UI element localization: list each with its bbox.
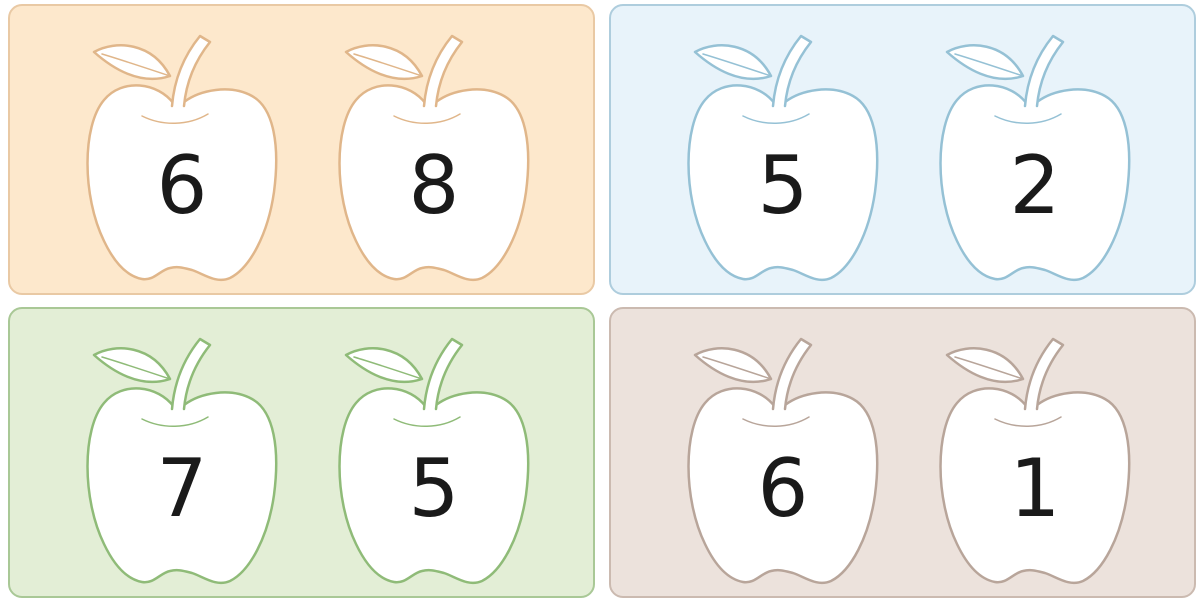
apple-card-item xyxy=(324,309,544,600)
apple-number: 1 xyxy=(1009,442,1061,535)
apple-card-item xyxy=(72,309,292,600)
apple-number: 6 xyxy=(156,139,208,232)
number-card xyxy=(8,307,595,598)
number-card xyxy=(609,307,1196,598)
apple-card-item xyxy=(673,6,893,297)
number-card xyxy=(8,4,595,295)
apple-number: 5 xyxy=(408,442,460,535)
apple-number: 5 xyxy=(757,139,809,232)
apple-card-item xyxy=(925,309,1145,600)
apple-number: 6 xyxy=(757,442,809,535)
apple-card-item xyxy=(673,309,893,600)
apple-number: 7 xyxy=(156,442,208,535)
apple-card-item xyxy=(72,6,292,297)
apple-card-item xyxy=(324,6,544,297)
apple-number: 8 xyxy=(408,139,460,232)
apple-number: 2 xyxy=(1009,139,1061,232)
apple-card-item xyxy=(925,6,1145,297)
number-card xyxy=(609,4,1196,295)
